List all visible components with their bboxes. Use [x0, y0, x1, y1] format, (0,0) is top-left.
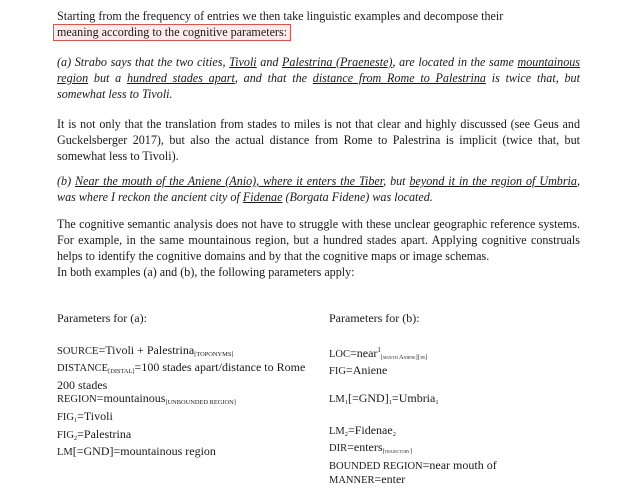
example-a — [57, 54, 580, 102]
param-distance: $DISTANCE_{[DISTAL]}=100$ stades apart/distance to Rome — [57, 360, 306, 376]
parameters-b — [329, 312, 497, 488]
example-b-text: , was where I reckon the ancient city of — [57, 174, 580, 204]
paragraph-3-text: The cognitive semantic analysis does not have to struggle with these unclear geographic reference systems. For example, in the same mountainous region, but a hundred stades apart. Applying cognitive construals helps to identify the cognitive domains and by that the cognitive maps or image schemas. — [57, 217, 580, 263]
example-b-text: (b) — [57, 174, 76, 188]
param-source: SOURCE=Tivoli + Palestrina$_{[TOPONYMS]}$ — [57, 342, 234, 358]
example-a-text: is twice that, but somewhat less to Tivoli. — [57, 71, 580, 101]
parameters-b-header: Parameters for (b): — [329, 311, 420, 325]
param-manner: MANNER=enter — [329, 472, 406, 487]
example-b — [57, 173, 580, 205]
example-b-text: (Borgata Fidene) was located. — [282, 190, 433, 204]
example-a-text: (a) Strabo says that the two cities, — [57, 55, 230, 69]
intro-paragraph — [57, 8, 580, 41]
link-hundred-stades: hundred stades apart — [127, 71, 235, 85]
link-near-mouth: Near the mouth of the Aniene (Anio), where it enters the Tiber — [75, 174, 384, 188]
example-b-text: , but — [383, 174, 410, 188]
link-tivoli: Tivoli — [229, 55, 257, 69]
param-lm1: $LM_1[=GND]_1=Umbria_1$ — [329, 391, 439, 407]
paragraph-3 — [57, 216, 580, 280]
link-palestrina: Palestrina (Praeneste) — [282, 55, 393, 69]
param-fig1: $FIG_1=Tivoli$ — [57, 408, 113, 424]
param-dir: DIR=enters$_{[trajectory]}$ — [329, 440, 413, 456]
link-mountainous-region: mountainous region — [57, 55, 580, 85]
parameters-a-header: Parameters for (a): — [57, 311, 147, 325]
param-lm2: $LM_2=Fidenae_2$ — [329, 422, 396, 438]
highlighted-phrase: meaning according to the cognitive parameters: — [53, 24, 291, 41]
paragraph-3-last: In both examples (a) and (b), the following parameters apply: — [57, 265, 355, 279]
param-bounded-region: BOUNDED REGION=near mouth of — [329, 457, 497, 472]
intro-line-1: Starting from the frequency of entries we then take linguistic examples and decompose their — [57, 9, 504, 23]
link-beyond-umbria: beyond it in the region of Umbria — [409, 174, 577, 188]
parameters-a — [57, 312, 305, 460]
example-a-text: and — [256, 55, 283, 69]
param-fig2: $FIG_2=Palestrina$ — [57, 426, 132, 442]
param-distance-cont: 200 stades — [57, 377, 108, 392]
example-a-text: , are located in the same — [392, 55, 518, 69]
link-fidenae: Fidenae — [242, 190, 283, 204]
param-fig: FIG=Aniene — [329, 363, 388, 378]
param-loc: LOC=near$^1_{[mouth Aniene][tr]}$ — [329, 345, 428, 361]
link-distance: distance from Rome to Palestrina — [312, 71, 486, 85]
param-lm: LM[=GND]=mountainous region — [57, 444, 216, 459]
paragraph-2: It is not only that the translation from stades to miles is not that clear and highly discussed (see Geus and Guckelsberger 2017), but also the actual distance from Rome to Palestrina is implicit (twice that, but somewhat less to Tivoli). — [57, 117, 580, 163]
param-region: REGION=mountainous$_{[UNBOUNDED REGION]}$ — [57, 391, 236, 407]
example-a-text: , and that the — [234, 71, 313, 85]
example-a-text: but a — [88, 71, 127, 85]
